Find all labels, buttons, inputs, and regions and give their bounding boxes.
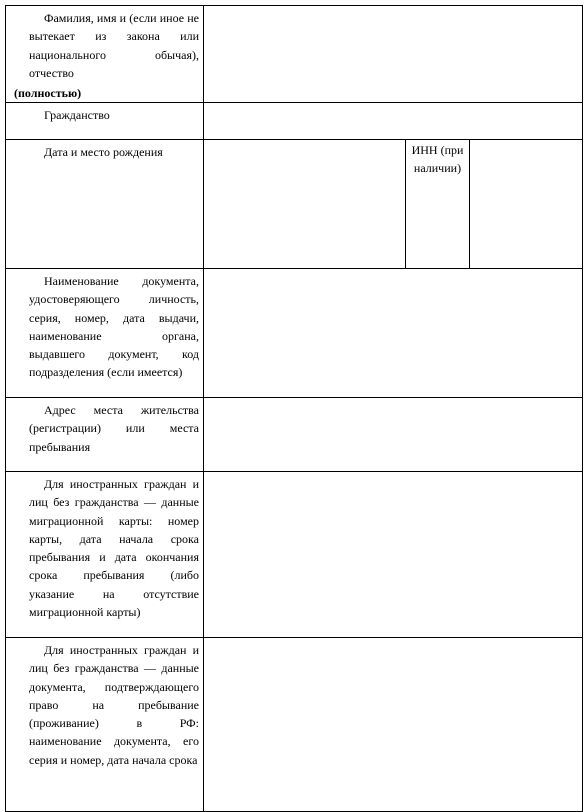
citizenship-label-cell — [5, 102, 204, 140]
full-name-value-cell[interactable] — [203, 5, 583, 103]
inn-label: ИНН (при наличии) — [411, 143, 464, 176]
identity-document-label-cell — [5, 268, 204, 398]
birth-label: Дата и место рождения — [44, 145, 163, 159]
migration-card-label-cell — [5, 471, 204, 638]
birth-value-cell[interactable] — [203, 139, 406, 269]
inn-value-cell[interactable] — [469, 139, 583, 269]
identity-document-value-cell[interactable] — [203, 268, 583, 398]
residence-permit-label: Для иностранных граждан и лиц без гражданства — данные документа, подтверждающего право на пребывание (проживание) в РФ: наименование документа, его серия и номер, дата начала срока — [29, 643, 199, 767]
address-value-cell[interactable] — [203, 397, 583, 472]
full-name-emphasis: (полностью) — [14, 86, 82, 100]
residence-permit-label-cell — [5, 637, 204, 812]
full-name-label-cell — [5, 5, 204, 103]
migration-card-value-cell[interactable] — [203, 471, 583, 638]
address-label-cell — [5, 397, 204, 472]
full-name-label: Фамилия, имя и (если иное не вытекает из закона или национального обычая), отчество — [29, 11, 199, 80]
address-label: Адрес места жительства (регистрации) или места пребывания — [29, 403, 199, 454]
inn-label-cell — [405, 139, 470, 269]
identity-document-label: Наименование документа, удостоверяющего личность, серия, номер, дата выдачи, наименование органа, выдавшего документ, код подразделения (если имеется) — [29, 274, 199, 380]
citizenship-value-cell[interactable] — [203, 102, 583, 140]
birth-label-cell — [5, 139, 204, 269]
client-data-form-table — [5, 5, 583, 807]
citizenship-label: Гражданство — [44, 108, 110, 122]
migration-card-label: Для иностранных граждан и лиц без гражданства — данные миграционной карты: номер карты, дата начала срока пребывания и дата окончания срока пребывания (либо указание на отсутствие миграционной карты) — [29, 477, 199, 620]
residence-permit-value-cell[interactable] — [203, 637, 583, 812]
